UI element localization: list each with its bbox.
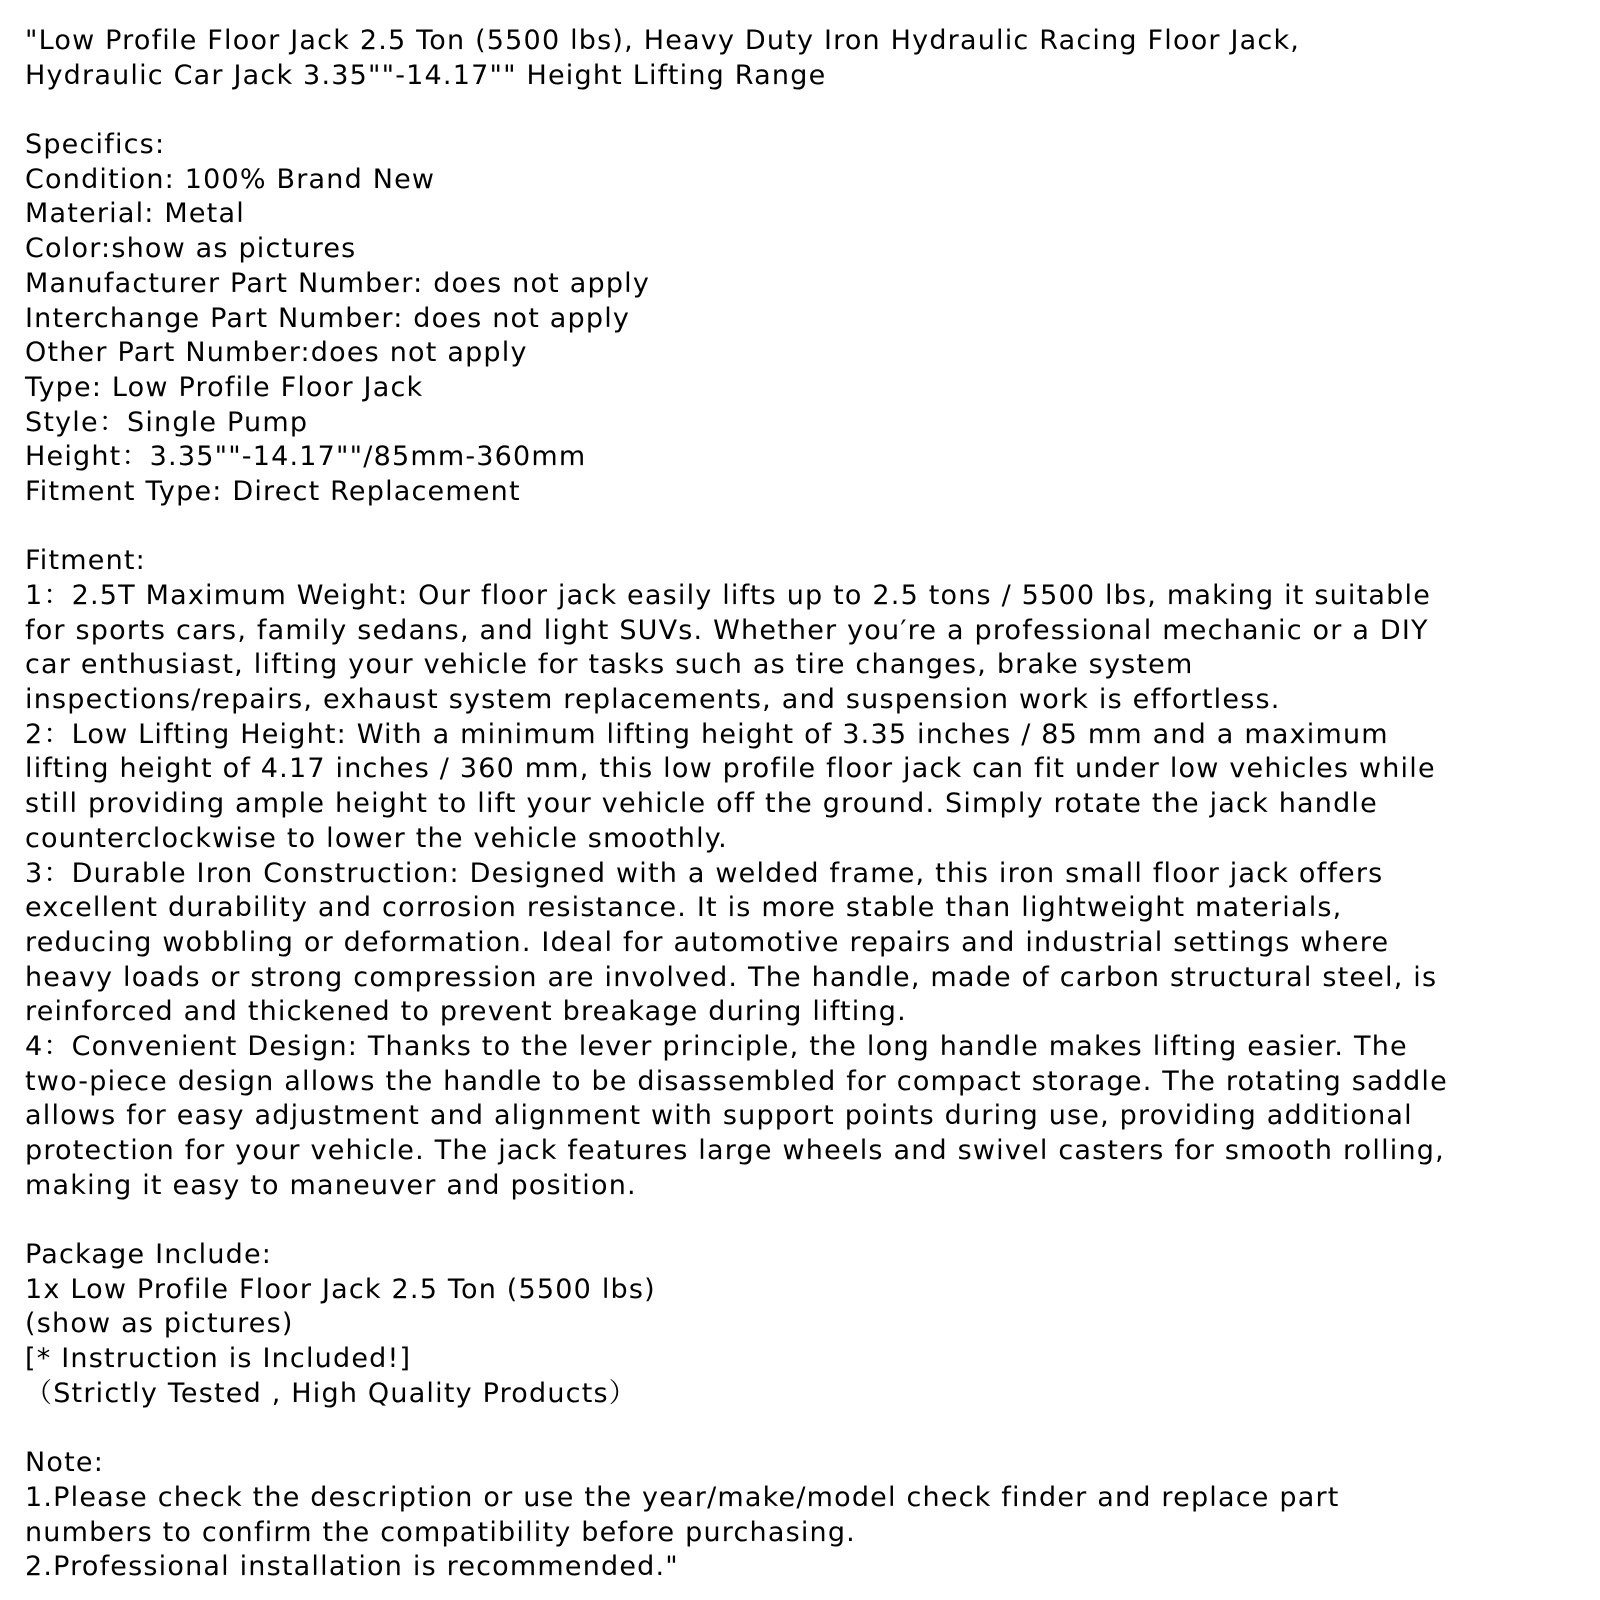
fitment-section bbox=[25, 544, 1585, 1203]
fitment-line: counterclockwise to lower the vehicle smoothly. bbox=[25, 822, 728, 854]
fitment-line: 3：Durable Iron Construction: Designed with a welded frame, this iron small floor jack offers bbox=[25, 857, 1384, 889]
spec-line: Interchange Part Number: does not apply bbox=[25, 302, 631, 334]
spec-line: Color:show as pictures bbox=[25, 233, 357, 265]
title-block bbox=[25, 24, 1585, 93]
spec-line: Condition: 100% Brand New bbox=[25, 163, 436, 195]
fitment-heading: Fitment: bbox=[25, 545, 146, 577]
package-line: 1x Low Profile Floor Jack 2.5 Ton (5500 lbs) bbox=[25, 1273, 656, 1305]
fitment-line: allows for easy adjustment and alignment with support points during use, providing additional bbox=[25, 1100, 1413, 1132]
package-heading: Package Include: bbox=[25, 1239, 273, 1271]
package-line: (show as pictures) bbox=[25, 1308, 294, 1340]
fitment-line: for sports cars, family sedans, and light SUVs. Whether you′re a professional mechanic or a DIY bbox=[25, 614, 1429, 646]
note-line: 2.Professional installation is recommended." bbox=[25, 1551, 679, 1583]
fitment-line: still providing ample height to lift your vehicle off the ground. Simply rotate the jack handle bbox=[25, 788, 1378, 820]
title-line: Hydraulic Car Jack 3.35""-14.17"" Height Lifting Range bbox=[25, 59, 827, 91]
fitment-line: car enthusiast, lifting your vehicle for tasks such as tire changes, brake system bbox=[25, 649, 1194, 681]
spec-line: Material: Metal bbox=[25, 198, 245, 230]
fitment-line: inspections/repairs, exhaust system replacements, and suspension work is effortless. bbox=[25, 684, 1281, 716]
fitment-line: excellent durability and corrosion resistance. It is more stable than lightweight materials, bbox=[25, 892, 1343, 924]
spacer bbox=[25, 1412, 1585, 1447]
fitment-line: 1：2.5T Maximum Weight: Our floor jack easily lifts up to 2.5 tons / 5500 lbs, making it suitable bbox=[25, 580, 1432, 611]
fitment-line: making it easy to maneuver and position. bbox=[25, 1169, 637, 1201]
note-heading: Note: bbox=[25, 1447, 105, 1479]
package-section bbox=[25, 1238, 1585, 1411]
spec-line: Other Part Number:does not apply bbox=[25, 337, 528, 369]
title-line: "Low Profile Floor Jack 2.5 Ton (5500 lbs), Heavy Duty Iron Hydraulic Racing Floor Jack, bbox=[25, 25, 1301, 56]
spec-line: Fitment Type: Direct Replacement bbox=[25, 475, 521, 507]
note-line: 1.Please check the description or use the year/make/model check finder and replace part bbox=[25, 1481, 1340, 1513]
fitment-line: reducing wobbling or deformation. Ideal for automotive repairs and industrial settings where bbox=[25, 926, 1390, 958]
product-description bbox=[25, 24, 1585, 1585]
package-line: （Strictly Tested , High Quality Products） bbox=[25, 1377, 637, 1409]
fitment-line: 2：Low Lifting Height: With a minimum lifting height of 3.35 inches / 85 mm and a maximum bbox=[25, 718, 1389, 750]
spec-line: Style：Single Pump bbox=[25, 406, 309, 438]
note-section bbox=[25, 1446, 1585, 1585]
spacer bbox=[25, 93, 1585, 128]
fitment-line: 4：Convenient Design: Thanks to the lever principle, the long handle makes lifting easier. The bbox=[25, 1030, 1408, 1062]
note-line: numbers to confirm the compatibility before purchasing. bbox=[25, 1516, 856, 1548]
spec-line: Type: Low Profile Floor Jack bbox=[25, 371, 424, 403]
package-line: [* Instruction is Included!] bbox=[25, 1343, 412, 1375]
spec-line: Manufacturer Part Number: does not apply bbox=[25, 267, 651, 299]
specifics-heading: Specifics: bbox=[25, 129, 166, 161]
spacer bbox=[25, 510, 1585, 545]
spacer bbox=[25, 1203, 1585, 1238]
fitment-line: two-piece design allows the handle to be disassembled for compact storage. The rotating saddle bbox=[25, 1065, 1448, 1097]
specifics-section bbox=[25, 128, 1585, 510]
spec-line: Height：3.35""-14.17""/85mm-360mm bbox=[25, 441, 587, 473]
fitment-line: heavy loads or strong compression are involved. The handle, made of carbon structural steel, is bbox=[25, 961, 1438, 993]
fitment-line: protection for your vehicle. The jack features large wheels and swivel casters for smooth rolling, bbox=[25, 1135, 1445, 1166]
fitment-line: reinforced and thickened to prevent breakage during lifting. bbox=[25, 996, 907, 1028]
fitment-line: lifting height of 4.17 inches / 360 mm, this low profile floor jack can fit under low vehicles while bbox=[25, 753, 1436, 785]
